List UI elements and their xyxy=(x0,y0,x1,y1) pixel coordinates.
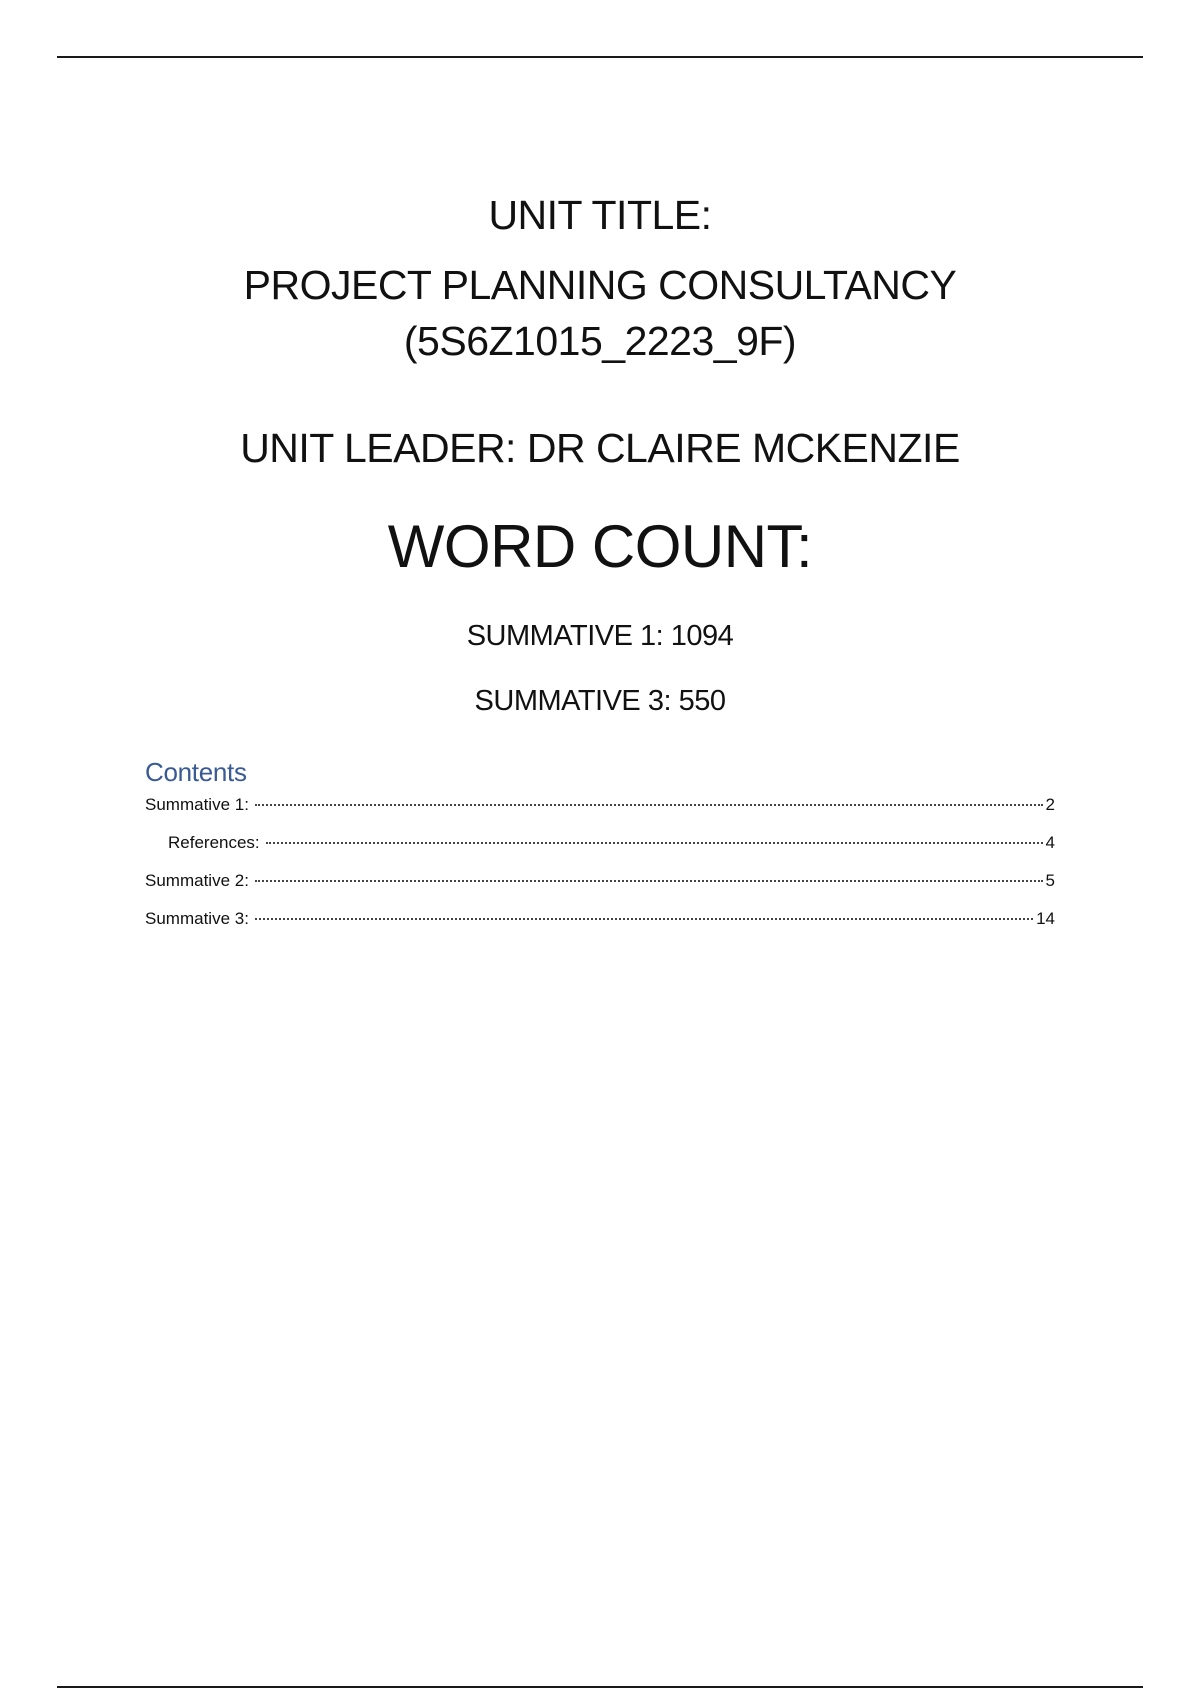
toc-entry-summative-2[interactable] xyxy=(145,871,1055,909)
toc-leader-dots xyxy=(255,880,1043,882)
toc-leader-dots xyxy=(255,918,1033,920)
course-title: PROJECT PLANNING CONSULTANCY xyxy=(243,262,957,308)
toc-entry-title: Summative 1: xyxy=(145,795,249,814)
contents-heading: Contents xyxy=(145,757,247,787)
toc-entry-page: 4 xyxy=(1045,833,1055,852)
toc-entry-summative-3[interactable] xyxy=(145,909,1055,947)
unit-title-label: UNIT TITLE: xyxy=(488,192,712,238)
toc-entry-summative-1[interactable] xyxy=(145,795,1055,833)
toc-leader-dots xyxy=(266,842,1043,844)
course-code: (5S6Z1015_2223_9F) xyxy=(403,318,797,364)
summative-3-word-count: SUMMATIVE 3: 550 xyxy=(474,685,726,717)
header-rule xyxy=(57,56,1143,58)
toc-entry-title: Summative 3: xyxy=(145,909,249,928)
word-count-heading: WORD COUNT: xyxy=(387,513,813,580)
toc-entry-title: References: xyxy=(168,833,260,852)
unit-leader: UNIT LEADER: DR CLAIRE MCKENZIE xyxy=(240,425,960,471)
footer-rule xyxy=(57,1686,1143,1688)
toc-leader-dots xyxy=(255,804,1043,806)
toc-entry-page: 14 xyxy=(1036,909,1055,928)
toc-entry-references[interactable] xyxy=(145,833,1055,871)
summative-1-word-count: SUMMATIVE 1: 1094 xyxy=(466,620,734,652)
toc-entry-page: 2 xyxy=(1045,795,1055,814)
toc-entry-title: Summative 2: xyxy=(145,871,249,890)
toc-entry-page: 5 xyxy=(1045,871,1055,890)
table-of-contents xyxy=(145,795,1055,947)
